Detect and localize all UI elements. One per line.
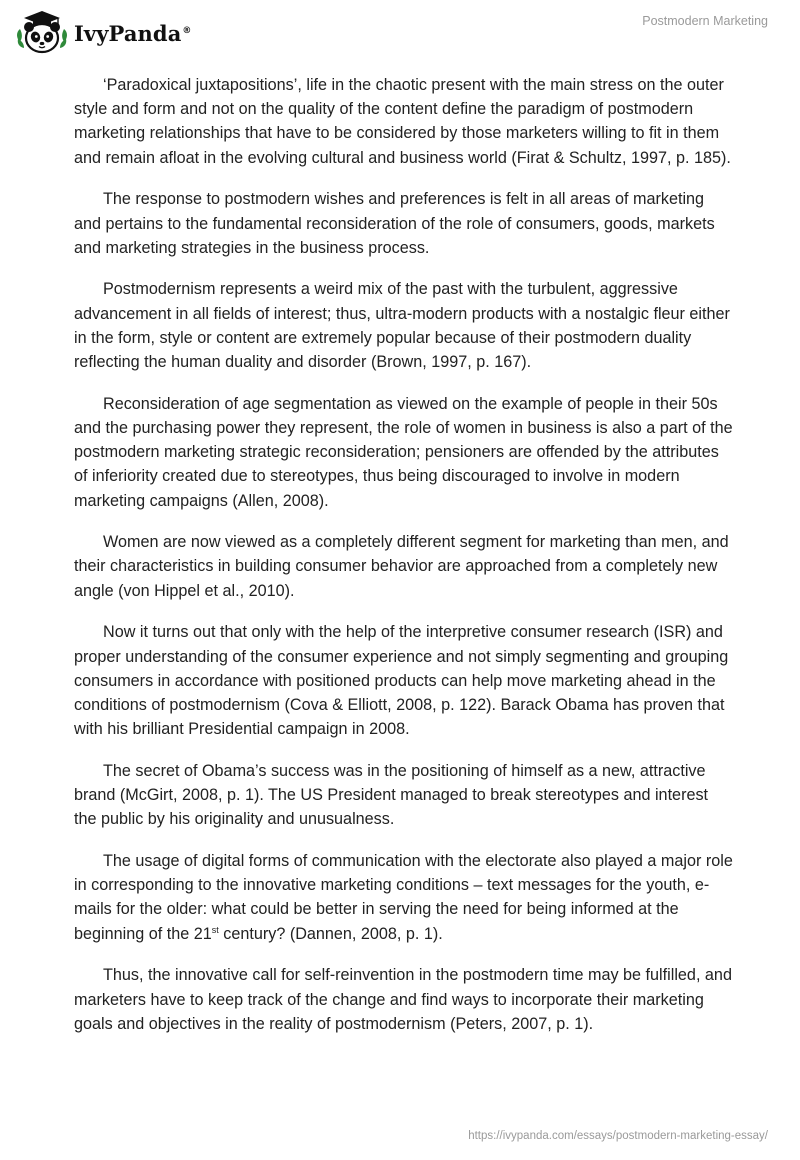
- paragraph-text: The usage of digital forms of communication with the electorate also played a major role in corresponding to the innovative marketing conditions – text messages for the youth, e-mails for the older: what could be better in serving the need for being informed at the beginning of the 21: [74, 851, 733, 943]
- paragraph: Postmodernism represents a weird mix of the past with the turbulent, aggressive advancement in all fields of interest; thus, ultra-modern products with a nostalgic fleur either in the form, style or content are extremely popular because of their postmodern duality reflecting the human duality and disorder (Brown, 1997, p. 167).: [74, 280, 730, 372]
- paragraph: The response to postmodern wishes and preferences is felt in all areas of marketing and pertains to the fundamental reconsideration of the role of consumers, goods, markets and marketing strategies in the business process.: [74, 190, 715, 257]
- paragraph: [74, 849, 734, 946]
- paragraph: Women are now viewed as a completely different segment for marketing than men, and their characteristics in building consumer behavior are approached from a completely new angle (von Hippel et al., 2010).: [74, 533, 729, 600]
- panda-graduate-icon: [14, 8, 70, 56]
- document-title: Postmodern Marketing: [642, 14, 768, 28]
- ordinal-suffix: st: [211, 924, 219, 935]
- source-url[interactable]: https://ivypanda.com/essays/postmodern-marketing-essay/: [468, 1130, 768, 1142]
- paragraph: The secret of Obama’s success was in the positioning of himself as a new, attractive brand (McGirt, 2008, p. 1). The US President managed to break stereotypes and interest the public by his originality and unusualness.: [74, 761, 709, 829]
- paragraph: ‘Paradoxical juxtapositions’, life in the chaotic present with the main stress on the outer style and form and not on the quality of the content define the paradigm of postmodern marketing relationships that have to be considered by those marketers willing to fit in them and remain afloat in the evolving cultural and business world (Firat & Schultz, 1997, p. 185).: [74, 76, 731, 167]
- brand-name: IvyPanda®: [74, 20, 192, 46]
- ivypanda-logo[interactable]: [14, 8, 192, 56]
- page-header: [0, 0, 800, 64]
- essay-body: [74, 73, 734, 1053]
- paragraph: Reconsideration of age segmentation as viewed on the example of people in their 50s and the purchasing power they represent, the role of women in business is also a part of the postmodern marketing strategic reconsideration; pensioners are offended by the attributes of inferiority created due to stereotypes, thus being discouraged to involve in modern marketing campaigns (Allen, 2008).: [74, 394, 733, 510]
- paragraph: Thus, the innovative call for self-reinvention in the postmodern time may be fulfilled, and marketers have to keep track of the change and find ways to incorporate their marketing goals and objectives in the reality of postmodernism (Peters, 2007, p. 1).: [74, 966, 732, 1033]
- paragraph-text: century? (Dannen, 2008, p. 1).: [218, 924, 443, 943]
- registered-mark: ®: [182, 25, 192, 36]
- paragraph: Now it turns out that only with the help of the interpretive consumer research (ISR) and proper understanding of the consumer experience and not simply segmenting and grouping consumers in accordance with positioned products can help move marketing ahead in the conditions of postmodernism (Cova & Elliott, 2008, p. 122). Barack Obama has proven that with his brilliant Presidential campaign in 2008.: [74, 623, 729, 739]
